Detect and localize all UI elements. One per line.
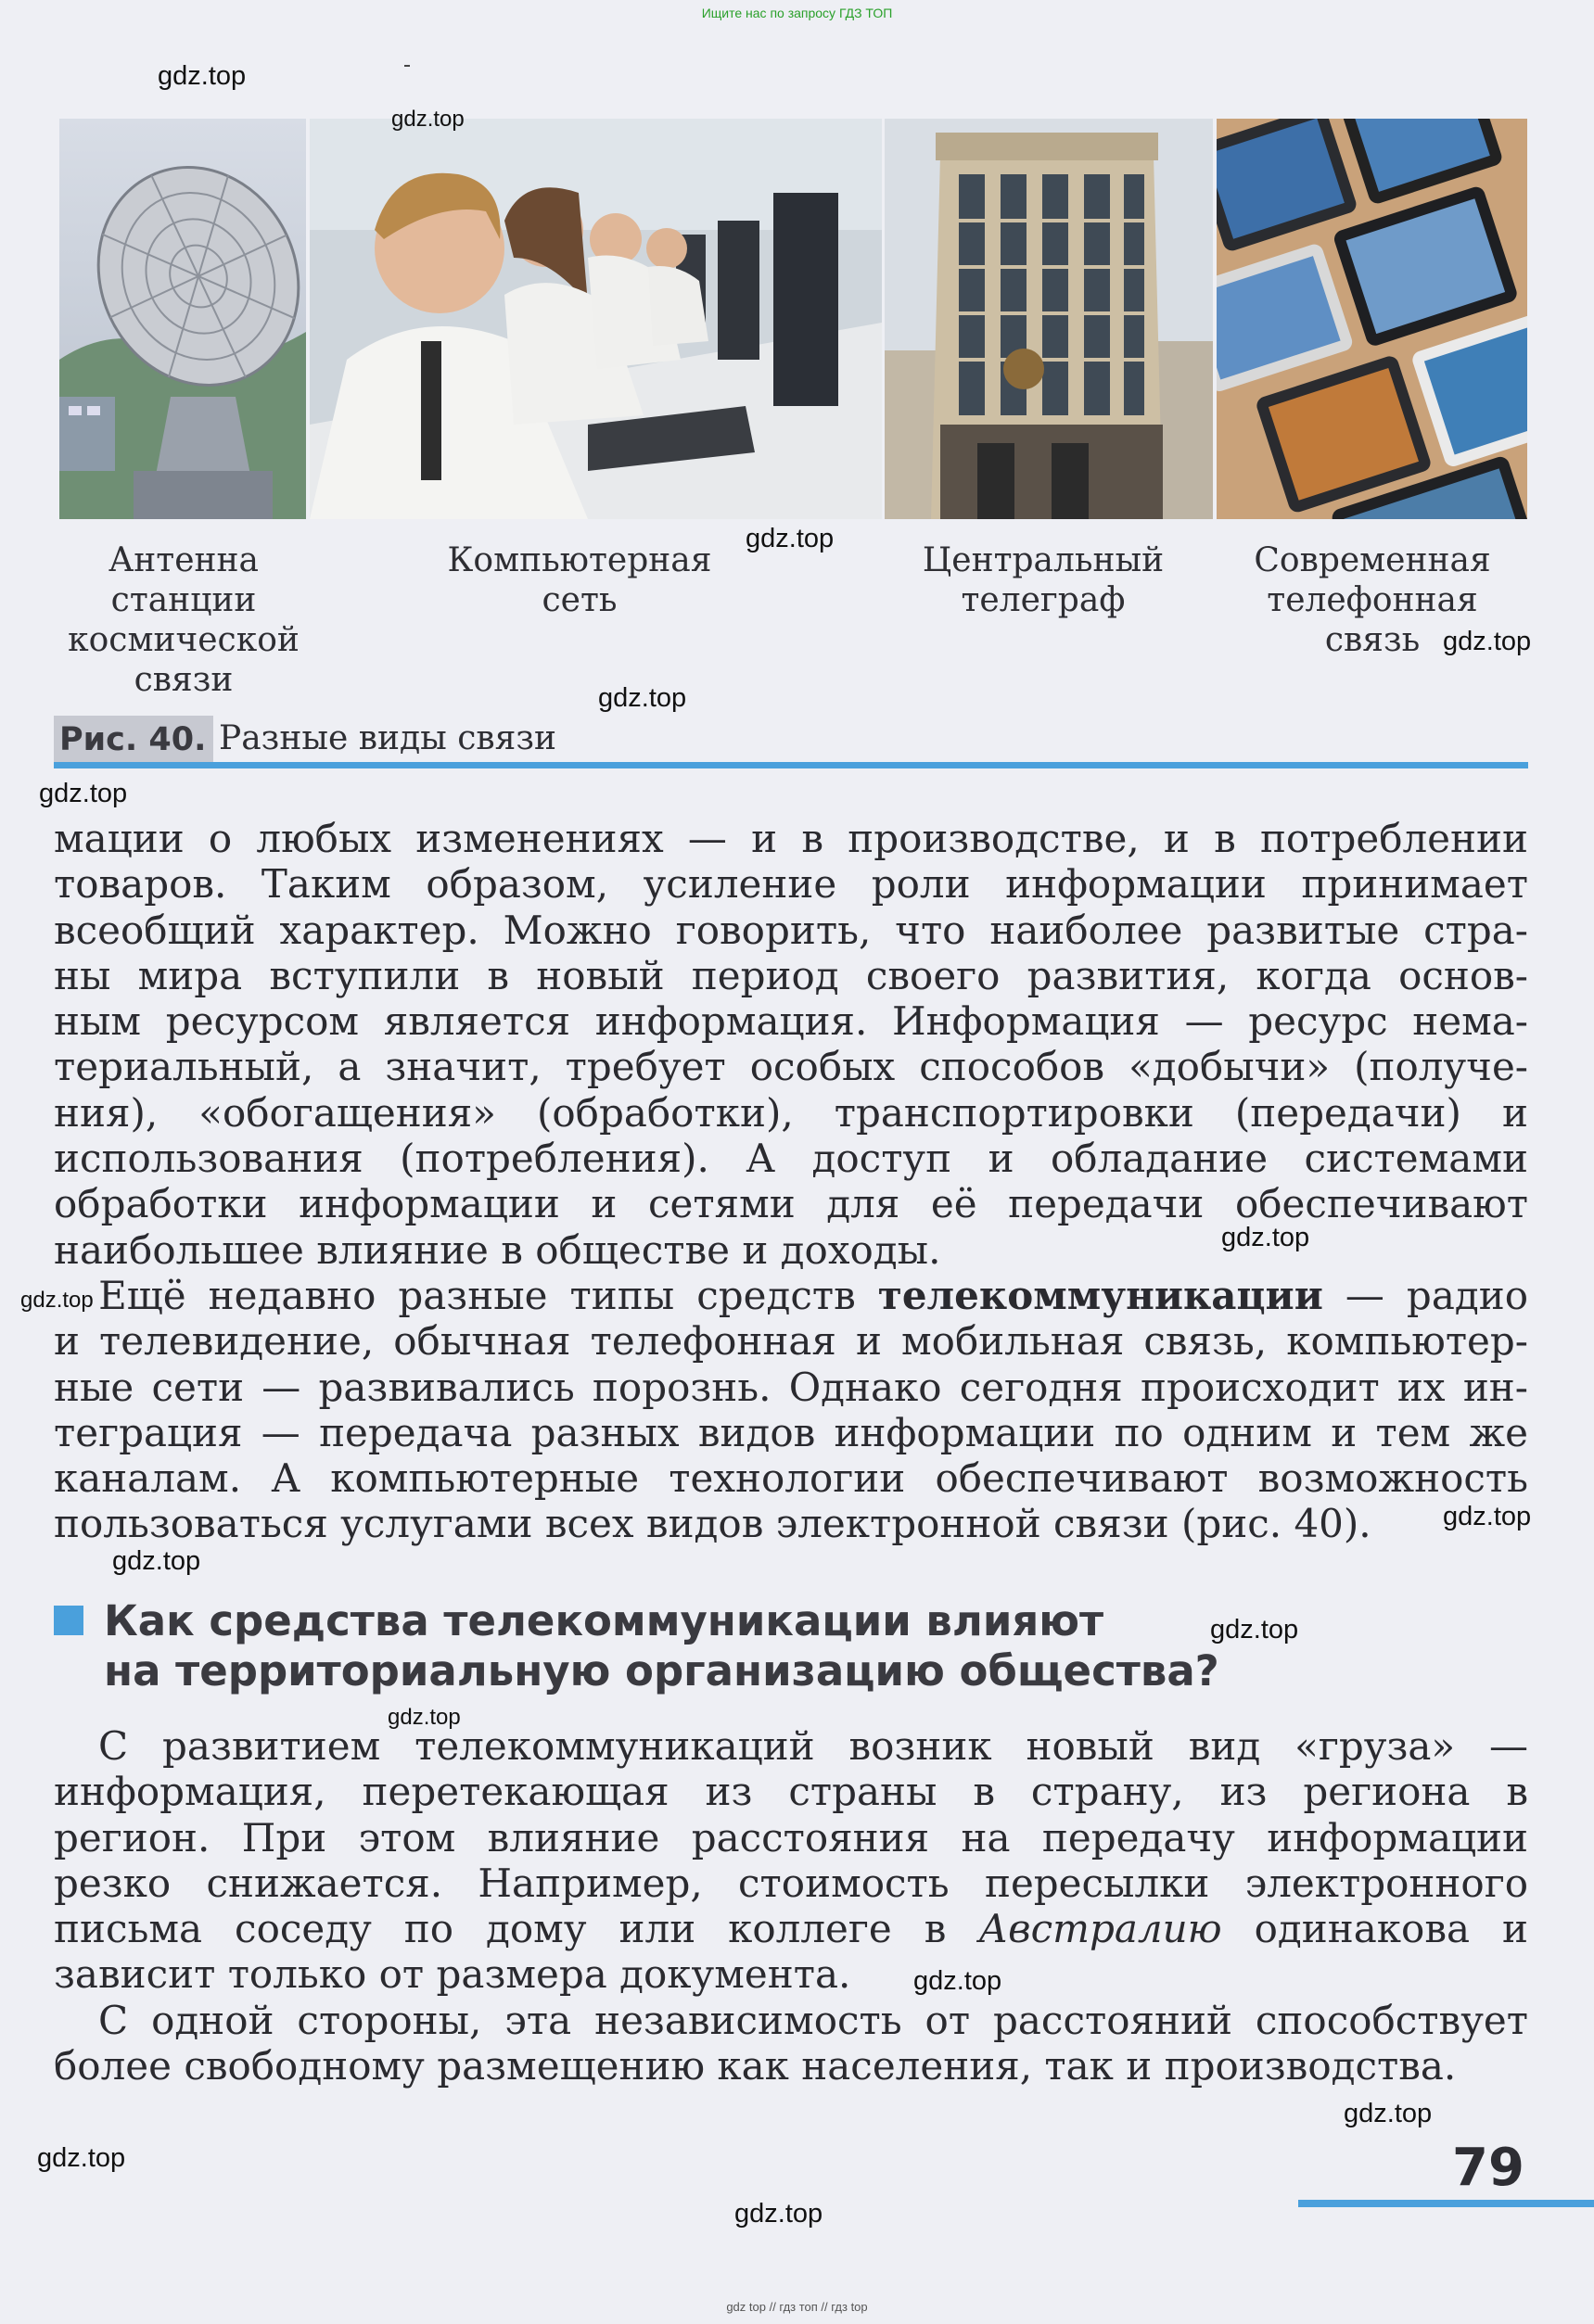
paragraph-1: мации о любых изменениях — и в производстве, и в потреблении товаров. Таким образом, усиление роли информации принимает всеобщий характер. Можно говорить, что наиболее развитые стра- ны мира вступили в новый период своего развития, когда основ- ным ресурсом является информация. Информация — ресурс нема- териальный, а значит, требует особых способов «добычи» (получе- ния), «обогащения» (обработки), транспортировки (передачи) и использования (потребления). А доступ и обладание системами обработки информации и сетями для её передачи обеспечивают наибольшее влияние в обществе и доходы. <box>54 816 1528 1273</box>
caption-antenna: Антенна станции космической связи <box>68 541 300 699</box>
term-telecommunications: телекоммуникации <box>877 1273 1323 1318</box>
watermark: gdz.top <box>37 2143 126 2173</box>
photo-telegraph <box>885 119 1213 519</box>
paragraph-2: Ещё недавно разные типы средств телекоммуникации — радио и телевидение, обычная телефонная и мобильная связь, компьютер- ные сети — развивались порознь. Однако сегодня происходит их ин- теграция — передача разных видов информации по одним и тем же каналам. А компьютерные технологии обеспечивают возможность пользоваться услугами всех видов электронной связи (рис. 40). <box>54 1273 1528 1547</box>
watermark: gdz.top <box>20 1288 94 1313</box>
figure-title: Разные виды связи <box>219 719 557 757</box>
paragraph-4: С одной стороны, эта независимость от расстояний способствует более свободному размещению как населения, так и производства. <box>54 1998 1528 2089</box>
watermark: gdz.top <box>1221 1223 1310 1252</box>
watermark: gdz.top <box>1443 627 1532 656</box>
paragraph-3: С развитием телекоммуникаций возник новый вид «груза» — информация, перетекающая из страны в страну, из региона в регион. При этом влияние расстояния на передачу информации резко снижается. Например, стоимость пересылки электронного письма соседу по дому или коллеге в Австралию одинакова и зависит только от размера документа. <box>54 1723 1528 1998</box>
watermark: gdz.top <box>39 779 128 808</box>
figure-label: Рис. 40. <box>54 716 213 764</box>
caption-phones: Современная телефонная связь <box>1254 541 1491 659</box>
top-notice: Ищите нас по запросу ГДЗ ТОП <box>701 6 893 20</box>
watermark: gdz.top <box>598 683 687 713</box>
paragraph-3-line-5: письма соседу по дому или коллеге в Австралию одинакова и <box>54 1906 1528 1952</box>
section-heading: Как средства телекоммуникации влияют на территориальную организацию общества? <box>104 1596 1219 1695</box>
heading-marker <box>54 1606 83 1635</box>
watermark: gdz.top <box>746 524 835 553</box>
page-number-rule <box>1298 2200 1594 2207</box>
figure-rule <box>54 762 1528 768</box>
photo-computer-network <box>310 119 882 519</box>
bottom-notice: gdz top // гдз топ // гдз top <box>726 2300 868 2314</box>
watermark: gdz.top <box>734 2199 823 2229</box>
watermark: gdz.top <box>1344 2099 1433 2128</box>
photo-phones <box>1217 119 1527 519</box>
paragraph-2-first-line: Ещё недавно разные типы средств телекоммуникации — радио <box>98 1273 1528 1318</box>
page-number: 79 <box>1452 2138 1524 2198</box>
photo-antenna <box>59 119 306 519</box>
watermark: gdz.top <box>1443 1502 1532 1531</box>
caption-telegraph: Центральный телеграф <box>922 541 1165 619</box>
watermark: gdz.top <box>158 61 247 91</box>
watermark: gdz.top <box>913 1966 1002 1996</box>
caption-computer-network: Компьютерная сеть <box>447 541 712 619</box>
watermark: gdz.top <box>1210 1615 1299 1645</box>
watermark: gdz.top <box>388 1705 461 1730</box>
watermark: gdz.top <box>112 1546 201 1576</box>
watermark: gdz.top <box>391 107 465 132</box>
scan-mark <box>404 65 410 67</box>
place-australia: Австралию <box>978 1906 1222 1952</box>
